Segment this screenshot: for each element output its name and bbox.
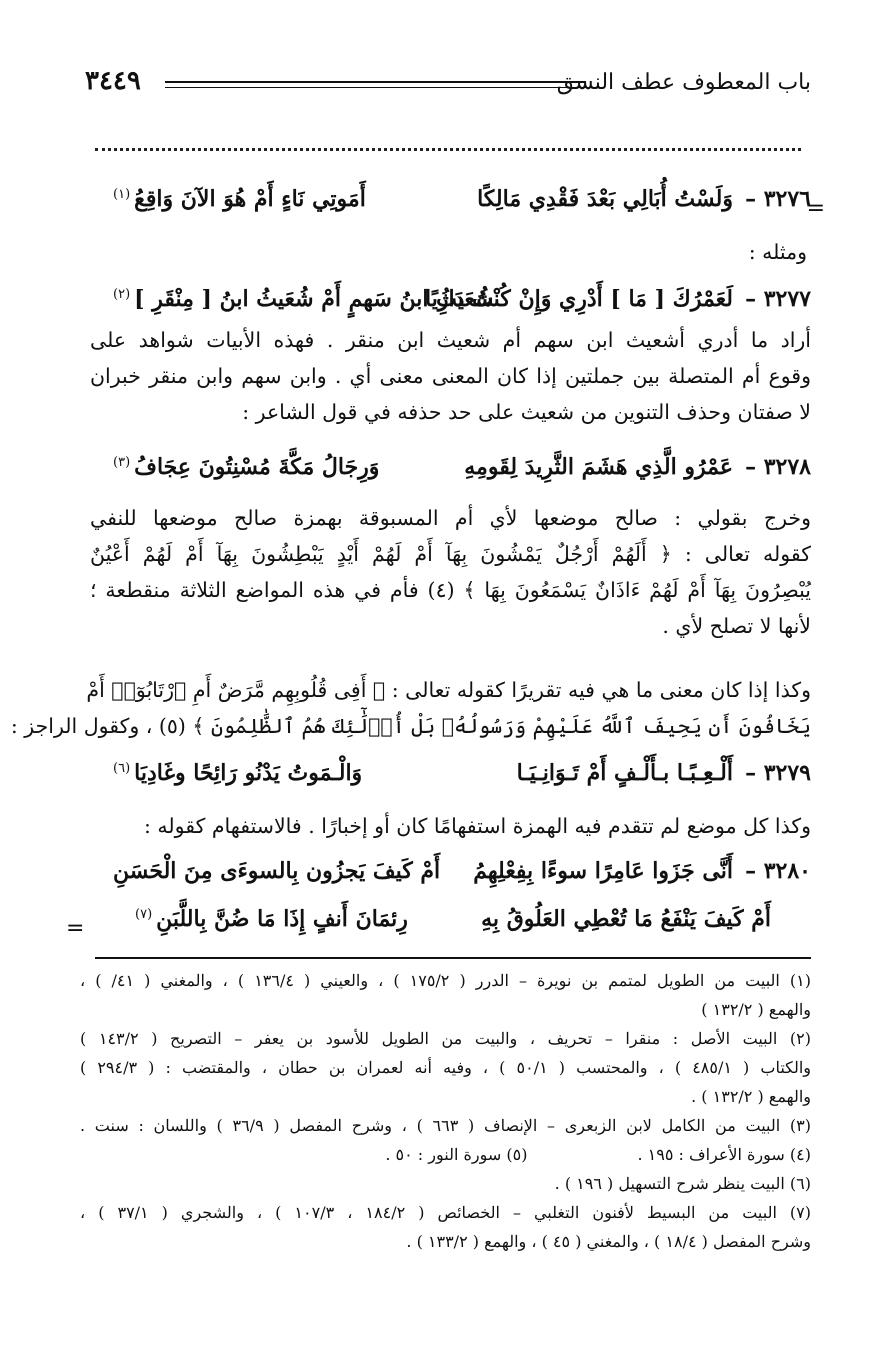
footnote-rule — [95, 957, 811, 959]
verse-number: ٣٢٧٦ – — [745, 186, 811, 212]
verse-3276 — [95, 180, 811, 224]
footnote-4-5-line — [80, 1140, 811, 1169]
paragraph-line: لأنها لا تصلح لأي . — [662, 614, 811, 638]
verse-3279 — [95, 754, 811, 798]
footnote-2-end: والهمع ( ١٣٢/٢ ) . — [691, 1087, 811, 1106]
footnote-3: (٣) البيت من الكامل لابن الزبعرى – الإنصاف ( ٦٦٣ ) ، وشرح المفصل ( ٣٦/٩ ) واللسان : سنت . — [80, 1116, 812, 1135]
continuation-mark-top: = — [806, 196, 825, 221]
footnote-7: (٧) البيت من البسيط لأفنون التغلبي – الخصائص ( ١٨٤/٢ ، ١٠٧/٣ ) ، والشجري ( ٣٧/١ ) ، — [80, 1203, 812, 1222]
running-header — [85, 66, 811, 106]
paragraph-line: يُبْصِرُونَ بِهَآ أَمْ لَهُمْ ءَاذَانٌ يَسْمَعُونَ بِهَا ﴾ (٤) فأم في هذه المواضع الثلاثة منقطعة ؛ — [90, 578, 811, 602]
verse-hemistich-first: لَعَمْرُكَ [ مَا ] أَدْرِي وَإِنْ كُنْتُ دَارِيًا — [425, 286, 733, 312]
footnote-ref: (٣) — [113, 454, 131, 470]
footnote-ref: (٧) — [135, 906, 153, 922]
verse-number: ٣٢٧٩ – — [745, 760, 811, 786]
paragraph-line: وخرج بقولي : صالح موضعها لأي أم المسبوقة بهمزة صالح موضعها للنفي — [90, 506, 811, 530]
verse-number: ٣٢٧٧ – — [745, 286, 811, 312]
verse-hemistich-second: أَمْ كَيفَ يَجزُون بِالسوءَى مِنَ الْحَسَنِ — [113, 858, 441, 884]
verse-hemistich-first: وَلَسْتُ أُبَالِي بَعْدَ فَقْدِي مَالِكًا — [477, 186, 733, 212]
page-number: ٣٤٤٩ — [85, 66, 141, 96]
paragraph-4 — [90, 808, 811, 844]
footnote-4: (٤) سورة الأعراف : ١٩٥ . — [637, 1145, 811, 1164]
footnote-2: (٢) البيت الأصل : منقرا – تحريف ، والبيت من الطويل للأسود بن يعفر – التصريح ( ١٤٣/٢ ) — [80, 1029, 812, 1048]
verse-3277 — [95, 280, 811, 324]
paragraph-1 — [90, 322, 811, 430]
paragraph-3 — [10, 672, 811, 744]
footnote-2-cont: والكتاب ( ٤٨٥/١ ) ، والمحتسب ( ٥٠/١ ) ، وفيه أنه لعمران بن حطان ، والمقتضب : ( ٢٩٤/٣ ) — [80, 1058, 812, 1077]
paragraph-line: وكذا إذا كان معنى ما هي فيه تقريرًا كقوله تعالى : ﴿ أَفِى قُلُوبِهِم مَّرَضٌ أَمِ ٱرْتَابُوٓا۟ أَمْ — [86, 678, 811, 702]
paragraph-2 — [90, 500, 811, 644]
verse-number: ٣٢٨٠ – — [745, 858, 811, 884]
verse-3278 — [95, 448, 811, 492]
continuation-mark-bottom: = — [66, 916, 85, 941]
verse-hemistich-third: أَمْ كَيفَ يَنْفَعُ مَا تُعْطِي العَلُوقُ بِهِ — [481, 906, 771, 932]
header-title: باب المعطوف عطف النسق — [556, 70, 811, 95]
footnote-ref: (١) — [113, 186, 131, 202]
footnote-6: (٦) البيت ينظر شرح التسهيل ( ١٩٦ ) . — [554, 1174, 811, 1193]
verse-hemistich-first: عَمْرُو الَّذِي هَشَمَ الثَّرِيدَ لِقَومِهِ — [464, 454, 733, 480]
footnote-7-cont: وشرح المفصل ( ١٨/٤ ) ، والمغني ( ٤٥ ) ، والهمع ( ١٣٣/٢ ) . — [406, 1232, 811, 1251]
paragraph-line: يَخَافُونَ أَن يَحِيفَ ٱللَّهُ عَلَيْهِمْ وَرَسُولُهُۥ بَلْ أُو۟لَٰٓئِكَ هُمُ ٱلظَّٰلِمُونَ ﴾ (٥) ، وكقول الراجز : — [10, 714, 811, 738]
dotted-separator — [95, 128, 801, 151]
verse-3280-line-2 — [95, 900, 811, 944]
verse-hemistich-second: وَرِجَالُ مَكَّةَ مُسْنِتُونَ عِجَافُ$^{(٣)}$ — [113, 454, 380, 480]
paragraph-line: وكذا كل موضع لم تتقدم فيه الهمزة استفهامًا كان أو إخبارًا . فالاستفهام كقوله : — [143, 814, 811, 838]
verse-hemistich-fourth: رِئمَانَ أَنفٍ إِذَا مَا ضُنَّ بِاللَّبَنِ$^{(٧)}$ — [135, 906, 408, 932]
header-rule — [165, 81, 586, 88]
verse-hemistich-second: أَمَوتِي نَاءٍ أَمْ هُوَ الآنَ وَاقِعُ$^{(١)}$ — [113, 186, 366, 212]
paragraph-line: لا صفتان وحذف التنوين من شعيث على حد حذفه في قول الشاعر : — [242, 400, 811, 424]
footnote-1-cont: والهمع ( ١٣٢/٢ ) — [701, 1000, 811, 1019]
paragraph-line: أراد ما أدري أشعيث ابن سهم أم شعيث ابن منقر . فهذه الأبيات شواهد على — [90, 328, 811, 352]
footnote-ref: (٦) — [113, 760, 131, 776]
intro-text: ومثله : — [748, 240, 807, 264]
verse-hemistich-second: شُعَيثُ ابنُ سَهمٍ أَمْ شُعَيثُ ابنُ [ مِنْقَرِ ]$^{(٢)}$ — [113, 286, 494, 312]
verse-hemistich-first: أَلْـعِـبًـا بـأَلْـفٍ أَمْ تَـوَانِـيَـا — [516, 760, 733, 786]
verse-hemistich-second: وَالْـمَوتُ يَدْنُو رَائِحًا وغَادِيَا$^{(٦)}$ — [113, 760, 363, 786]
footnotes — [80, 966, 811, 1256]
footnote-5: (٥) سورة النور : ٥٠ . — [385, 1145, 528, 1164]
paragraph-line: كقوله تعالى : ﴿ أَلَهُمْ أَرْجُلٌ يَمْشُونَ بِهَآ أَمْ لَهُمْ أَيْدٍ يَبْطِشُونَ بِهَآ أَمْ لَهُمْ أَعْيُنٌ — [90, 542, 811, 566]
verse-3280 — [95, 852, 811, 896]
paragraph-line: وقوع أم المتصلة بين جملتين إذا كان المعنى معنى أي . وابن سهم وابن منقر خبران — [90, 364, 811, 388]
footnote-1: (١) البيت من الطويل لمتمم بن نويرة – الدرر ( ١٧٥/٢ ) ، والعيني ( ١٣٦/٤ ) ، والمغني ( ٤١/ ) ، — [80, 971, 811, 990]
verse-number: ٣٢٧٨ – — [745, 454, 811, 480]
footnote-ref: (٢) — [113, 286, 131, 302]
verse-hemistich-first: أَنَّى جَزَوا عَامِرًا سوءًا بِفِعْلِهِمُ — [473, 858, 733, 884]
